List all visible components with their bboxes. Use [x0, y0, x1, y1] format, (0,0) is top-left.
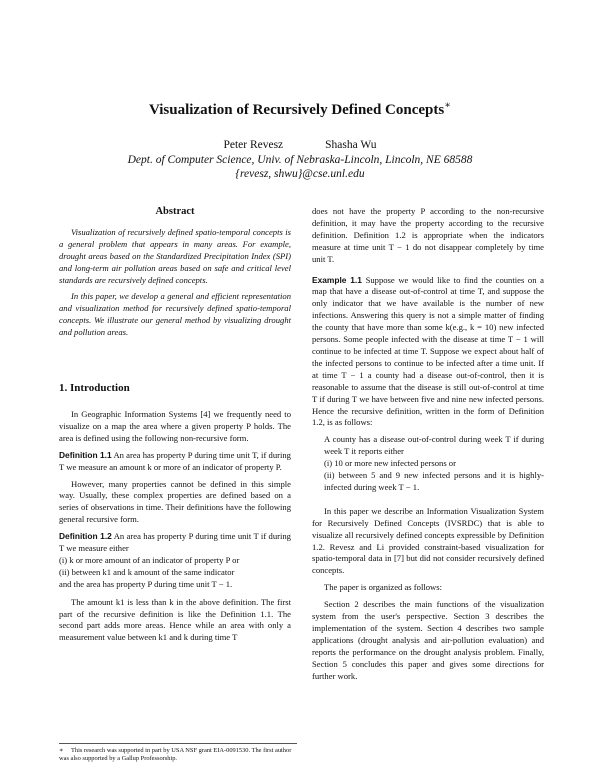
example-1-1 — [312, 275, 544, 430]
definition-1-2-line-2: (i) k or more amount of an indicator of property P or — [59, 554, 240, 565]
author-emails: {revesz, shwu}@cse.unl.edu — [235, 168, 365, 180]
example-definition — [312, 434, 544, 494]
definition-1-2-line-3: (ii) between k1 and k amount of the same indicator — [59, 566, 235, 577]
right-column — [312, 206, 544, 688]
footnote-text: This research was supported in part by USA NSF grant EIA-0091530. The first author was also supported by a Gallup Professorship. — [59, 747, 292, 762]
abstract-heading: Abstract — [155, 206, 195, 217]
example-definition-line-3: (ii) between 5 and 9 new infected persons and it is highly-infected during week T − 1. — [324, 470, 544, 492]
definition-1-2-line-1: An area has property P during time unit T if during T we measure either — [59, 531, 291, 554]
right-paragraph-2: In this paper we describe an Information Visualization System for Recursively Defined Concepts (IVSRDC) that is able to visualize all recursively defined concepts expressible by Definition 1.2. Revesz and Li provided constraint-based visualization for spatio-temporal data in [7] but did not consider recursively defined concepts. — [312, 505, 544, 576]
author-2: Shasha Wu — [325, 139, 377, 151]
footnote — [59, 743, 297, 763]
right-paragraph-4: Section 2 describes the main functions of the visualization system from the user's perspective. Section 3 describes the implementation of the system. Section 4 describes two sample applications (drought analysis and air-pollution evaluation) and reports the performance on the drought analysis problem. Finally, Section 5 concludes this paper and gives some directions for further work. — [312, 599, 544, 681]
example-definition-line-2: (i) 10 or more new infected persons or — [324, 458, 456, 469]
example-1-1-text: Suppose we would like to find the counties on a map that have a disease out-of-control at time T, and suppose the only indicator that we have available is the number of new infections. Answering this query is not a simple matter of finding the county that have more than some k(e.g., k = 10) new infected persons. Some people infected with the disease at time T − 1 will continue to be infected at time T. Suppose we expect about half of the infected persons to continue to be infected after a time unit. If at time T − 1 a county had a disease out-of-control, then it is reasonable to assume that the disease is still out-of-control at time T if during T we have between five and nine new infected persons. Hence the recursive definition, written in the form of Definition 1.2, is as follows: — [312, 274, 544, 428]
intro-paragraph-2: However, many properties cannot be defined in this simple way. Usually, these complex properties are defined based on a series of observations in time. Their definitions have the following general recursive form. — [59, 478, 291, 525]
paper-title: Visualization of Recursively Defined Concepts∗ — [148, 100, 452, 118]
definition-1-1-label: Definition 1.1 — [59, 449, 112, 460]
section-heading-introduction: 1. Introduction — [59, 382, 130, 395]
left-column — [59, 206, 291, 649]
definition-1-1 — [59, 450, 291, 474]
abstract-section — [59, 206, 291, 339]
intro-paragraph-1: In Geographic Information Systems [4] we frequently need to visualize on a map the area where a given property P holds. The area is defined using the following non-recursive form. — [59, 408, 291, 443]
definition-1-2-label: Definition 1.2 — [59, 531, 112, 542]
example-1-1-label: Example 1.1 — [312, 274, 362, 285]
abstract-paragraph-2: In this paper, we develop a general and efficient representation and visualization method for recursively defined spatio-temporal concepts. We illustrate our general method by visualizing drought and pollution areas. — [59, 291, 291, 338]
authors — [0, 139, 600, 151]
right-paragraph-1: does not have the property P according to the non-recursive definition, it may have the property according to the recursive definition. Definition 1.2 is appropriate when the indicators measure at time unit T − 1 do not disappear completely by time unit T. — [312, 206, 544, 264]
title-footnote-mark: ∗ — [444, 100, 452, 111]
definition-1-2-line-4: and the area has property P during time unit T − 1. — [59, 578, 233, 589]
intro-paragraph-3: The amount k1 is less than k in the above definition. The first part of the recursive definition is like the Definition 1.1. The second part adds more areas. Hence while an area with only a measurement value between k1 and k during time T — [59, 596, 291, 643]
author-1: Peter Revesz — [223, 139, 284, 151]
abstract-paragraph-1: Visualization of recursively defined spatio-temporal concepts is a general problem that appears in many areas. For example, drought areas based on the Standardized Precipitation Index (SPI) and long-term air pollution areas based on safe and critical level standards are recursively defined concepts. — [59, 226, 291, 285]
affiliation: Dept. of Computer Science, Univ. of Nebraska-Lincoln, Lincoln, NE 68588 — [127, 154, 473, 166]
right-paragraph-3: The paper is organized as follows: — [324, 582, 442, 593]
definition-1-1-text: An area has property P during time unit T, if during T we measure an amount k or more of an indicator of property P. — [59, 449, 291, 472]
example-definition-line-1: A county has a disease out-of-control during week T if during week T it reports either — [324, 434, 544, 457]
definition-1-2 — [59, 531, 291, 591]
footnote-mark: ∗ — [59, 747, 64, 754]
